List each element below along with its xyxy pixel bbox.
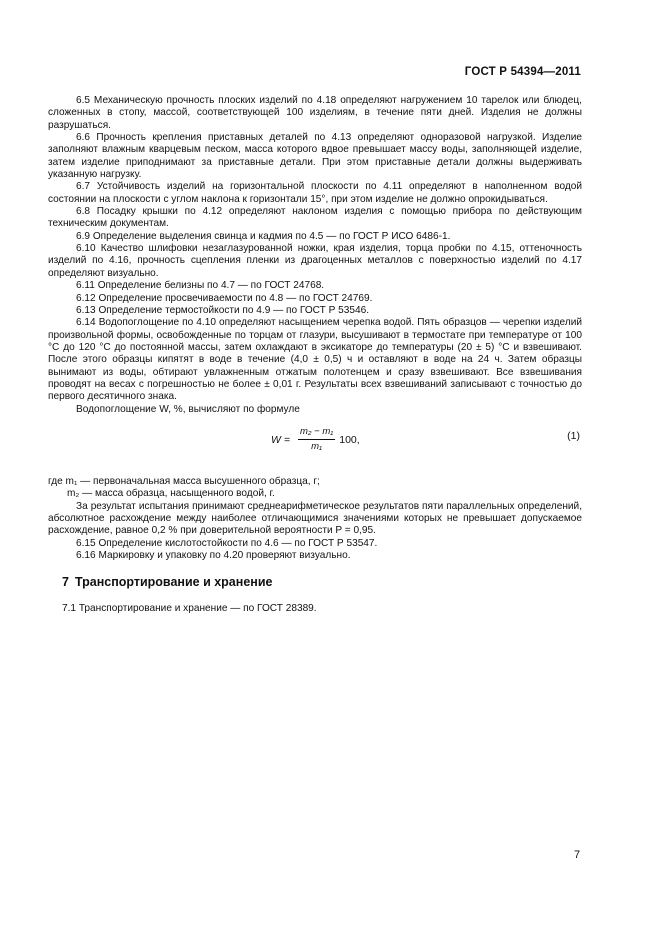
paragraph-6-14: 6.14 Водопоглощение по 4.10 определяют насыщением черепка водой. Пять образцов — черепки изделий произвольной формы, освобожденные по торцам от глазури, высушивают в термостате при температуре от 100 °С до 120 °С до постоянной массы, затем охлаждают в эксикаторе до температуры (20 ± 5) °С и взвешивают. После этого образцы кипятят в воде в течение (4,0 ± 0,5) ч и оставляют в воде на 24 ч. Затем образцы вынимают из воды, обтирают увлажненным отжатым полотенцем и сразу взвешивают. Все взвешивания проводят на весах с погрешностью не более ± 0,01 г. Результаты всех взвешиваний записывают с точностью до первого десятичного знака. <box>48 317 582 403</box>
paragraph-6-6: 6.6 Прочность крепления приставных деталей по 4.13 определяют одноразовой нагрузкой. Изделие заполняют влажным кварцевым песком, масса которого вдвое превышает массу воды, заполняющей изделие, затем изделие приподнимают за приставные детали. При этом приставные детали должны выдерживать указанную нагрузку. <box>48 132 582 181</box>
formula-intro: Водопоглощение W, %, вычисляют по формуле <box>76 403 300 415</box>
legend-line-m2: m₂ — масса образца, насыщенного водой, г. <box>67 488 275 500</box>
legend-line-m1: где m₁ — первоначальная масса высушенного образца, г; <box>48 475 320 487</box>
formula-block <box>48 424 582 468</box>
paragraph-6-8: 6.8 Посадку крышки по 4.12 определяют наклоном изделия с помощью прибора по действующим техническим документам. <box>48 206 582 230</box>
document-body <box>48 95 582 625</box>
formula-factor: 100, <box>339 433 360 446</box>
paragraph-6-12: 6.12 Определение просвечиваемости по 4.8 — по ГОСТ 24769. <box>76 292 373 304</box>
water-absorption-formula <box>271 426 360 454</box>
paragraph-result: За результат испытания принимают среднеарифметическое результатов пяти параллельных определений, абсолютное расхождение между наиболее отличающимися значениями которых не превышает допускаемое расхождение, равное 0,2 % при доверительной вероятности P = 0,95. <box>48 500 582 537</box>
paragraph-6-11: 6.11 Определение белизны по 4.7 — по ГОСТ 24768. <box>76 280 325 292</box>
paragraph-6-15: 6.15 Определение кислотостойкости по 4.6 — по ГОСТ Р 53547. <box>76 537 378 549</box>
formula-lhs: W = <box>271 433 290 446</box>
equation-number: (1) <box>567 429 580 442</box>
document-id-header: ГОСТ Р 54394—2011 <box>464 66 581 78</box>
section-title: Транспортирование и хранение <box>74 575 273 590</box>
formula-legend <box>48 476 582 501</box>
formula-numerator: m₂ − m₁ <box>298 426 335 440</box>
paragraph-6-16: 6.16 Маркировку и упаковку по 4.20 проверяют визуально. <box>76 550 351 561</box>
formula-denominator: m₁ <box>311 441 323 453</box>
paragraph-6-13: 6.13 Определение термостойкости по 4.9 — по ГОСТ Р 53546. <box>76 304 370 316</box>
section-7-heading <box>62 576 582 588</box>
page-number: 7 <box>574 849 581 861</box>
paragraph-7-1: 7.1 Транспортирование и хранение — по ГОСТ 28389. <box>62 602 317 614</box>
paragraph-6-5: 6.5 Механическую прочность плоских изделий по 4.18 определяют нагружением 10 тарелок или блюдец, сложенных в стопу, массой, соответствующей 100 изделиям, в течение пяти дней. Изделия не должны разрушаться. <box>48 95 582 131</box>
formula-fraction <box>298 426 335 454</box>
section-number: 7 <box>62 575 69 590</box>
paragraph-6-10: 6.10 Качество шлифовки незаглазурованной ножки, края изделия, торца пробки по 4.15, оттеночность изделий по 4.16, прочность сцепления пленки из драгоценных металлов с поверхностью изделий по 4.17 определяют визуально. <box>48 243 582 279</box>
paragraph-6-9: 6.9 Определение выделения свинца и кадмия по 4.5 — по ГОСТ Р ИСО 6486-1. <box>76 230 451 242</box>
paragraph-6-7: 6.7 Устойчивость изделий на горизонтальной плоскости по 4.11 определяют в наполненном водой состоянии на плоскости с углом наклона к горизонтали 15°, при этом изделие не должно опрокидываться. <box>48 181 582 205</box>
